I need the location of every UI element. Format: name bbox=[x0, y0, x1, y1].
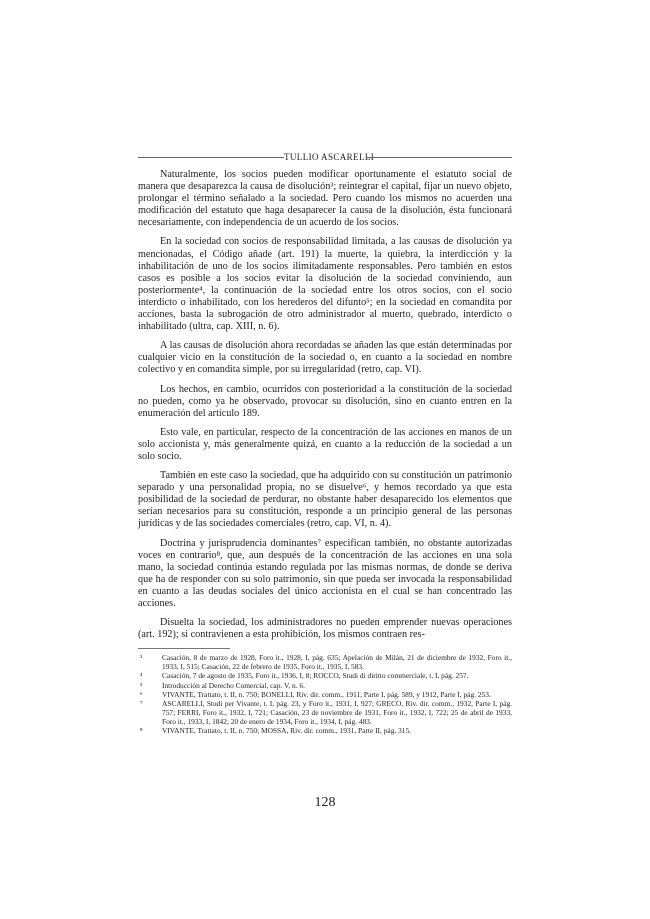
footnote-number: ⁷ bbox=[140, 698, 143, 708]
body-paragraph: Naturalmente, los socios pueden modificar oportunamente el estatuto social de manera que desaparezca la causa de disolución³; reintegrar el capital, fijar un nuevo objeto, prolongar el término señalado a la sociedad. Pero cuando los mismos no acuerden una modificación del estatuto que haga desaparecer la causa de la disolución, ésta funcionará necesariamente, con independencia de un acuerdo de los socios. bbox=[138, 169, 512, 229]
footnote-number: ⁴ bbox=[140, 671, 143, 681]
footnote-text: ASCARELLI, Studi per Vivante, t. I, pág. 23, y Foro it., 1931, I, 927; GRECO, Riv. dir. comm., 1932, Parte I, pág. 757; FERRI, Foro it., 1932, I, 721; Casación, 23 de noviembre de 1931, Foro it., 1932, I, 722; 25 de abril de 1933, Foro it., 1933, I, 1842; 20 de enero de 1934, Foro it., 1934, I, pág. 483. bbox=[162, 698, 512, 726]
footnote bbox=[138, 681, 512, 690]
running-header-author: TULLIO ASCARELLI bbox=[284, 152, 375, 162]
footnote-text: Introducción al Derecho Comercial, cap. V, n. 6. bbox=[162, 680, 305, 690]
body-paragraph: Esto vale, en particular, respecto de la concentración de las acciones en manos de un solo accionista y, más generalmente quizá, en cuanto a la reducción de la sociedad a un solo socio. bbox=[138, 426, 512, 462]
header-rule-left bbox=[138, 157, 284, 158]
footnote-text: Casación, 8 de marzo de 1928, Foro it., 1928, I, pág. 635; Apelación de Milán, 21 de diciembre de 1932, Foro it., 1933, I, 515; Casación, 22 de febrero de 1935, Foro it., 1935, I, 583. bbox=[162, 653, 512, 672]
footnotes bbox=[138, 653, 512, 735]
footnote-text: Casación, 7 de agosto de 1935, Foro it., 1936, I, 8; ROCCO, Studi di diritto commerciale, t. I, pág. 257. bbox=[162, 671, 469, 681]
body-paragraph: También en este caso la sociedad, que ha adquirido con su constitución un patrimonio separado y una personalidad propia, no se disuelve⁶, y hemos recordado ya que esta posibilidad de la sociedad de perdurar, no obstante haber desaparecido los elementos que serían necesarios para su constitución, responde a un principio general de las personas jurídicas y de las sociedades comerciales (retro, cap. VI, n. 4). bbox=[138, 470, 512, 530]
body-paragraph: En la sociedad con socios de responsabilidad limitada, a las causas de disolución ya mencionadas, el Código añade (art. 191) la muerte, la quiebra, la interdicción y la inhabilitación de uno de los socios ilimitadamente responsables. Pero también en estos casos es posible a los socios evitar la disolución de la sociedad conviniendo, aun posteriormente⁴, la continuación de la sociedad entre los otros socios, con el socio interdicto o inhabilitado, con los herederos del difunto⁵; en la sociedad en comandita por acciones, basta la subrogación de otro administrador al muerto, quebrado, interdicto o inhabilitado (ultra, cap. XIII, n. 6). bbox=[138, 236, 512, 333]
body-paragraph: Disuelta la sociedad, los administradores no pueden emprender nuevas operaciones (art. 192); si contravienen a esta prohibición, los mismos contraen res- bbox=[138, 617, 512, 641]
page-number: 128 bbox=[314, 795, 336, 810]
body-paragraph: A las causas de disolución ahora recordadas se añaden las que están determinadas por cualquier vicio en la constitución de la sociedad o, en cuanto a la sociedad en nombre colectivo y en comandita simple, por su irregularidad (retro, cap. VI). bbox=[138, 340, 512, 376]
header-rule-right bbox=[366, 157, 512, 158]
footnote-number: ⁶ bbox=[140, 689, 143, 699]
footnote bbox=[138, 690, 512, 699]
footnote-text: VIVANTE, Trattato, t. II, n. 750; MOSSA, Riv. dir. comm., 1931, Parte II, pág. 315. bbox=[162, 726, 412, 736]
footnote bbox=[138, 726, 512, 735]
page-body bbox=[138, 169, 512, 735]
footnote bbox=[138, 671, 512, 680]
footnote bbox=[138, 653, 512, 671]
footnote-number: ⁵ bbox=[140, 680, 143, 690]
footnote-separator bbox=[138, 648, 230, 649]
body-paragraph: Los hechos, en cambio, ocurridos con posterioridad a la constitución de la sociedad no pueden, como ya he observado, provocar su disolución, sino en cuanto entren en la enumeración del artículo 189. bbox=[138, 383, 512, 419]
running-header bbox=[138, 150, 512, 164]
footnote-number: ³ bbox=[140, 653, 143, 663]
footnote-number: ⁸ bbox=[140, 726, 143, 736]
body-paragraph: Doctrina y jurisprudencia dominantes⁷ especifican también, no obstante autorizadas voces en contrario⁸, que, aun después de la concentración de las acciones en una sola mano, la sociedad continúa estando regulada por las mismas normas, de donde se deriva que ha de responder con su solo patrimonio, sin que pueda ser invocada la responsabilidad en cuanto a las deudas sociales del único accionista en el cual se han concentrado las acciones. bbox=[138, 537, 512, 609]
footnote-text: VIVANTE, Trattato, t. II, n. 750; BONELLI, Riv. dir. comm., 1911, Parte I, pág. 589, y 1912, Parte I, pág. 253. bbox=[162, 689, 491, 699]
footnote bbox=[138, 699, 512, 726]
